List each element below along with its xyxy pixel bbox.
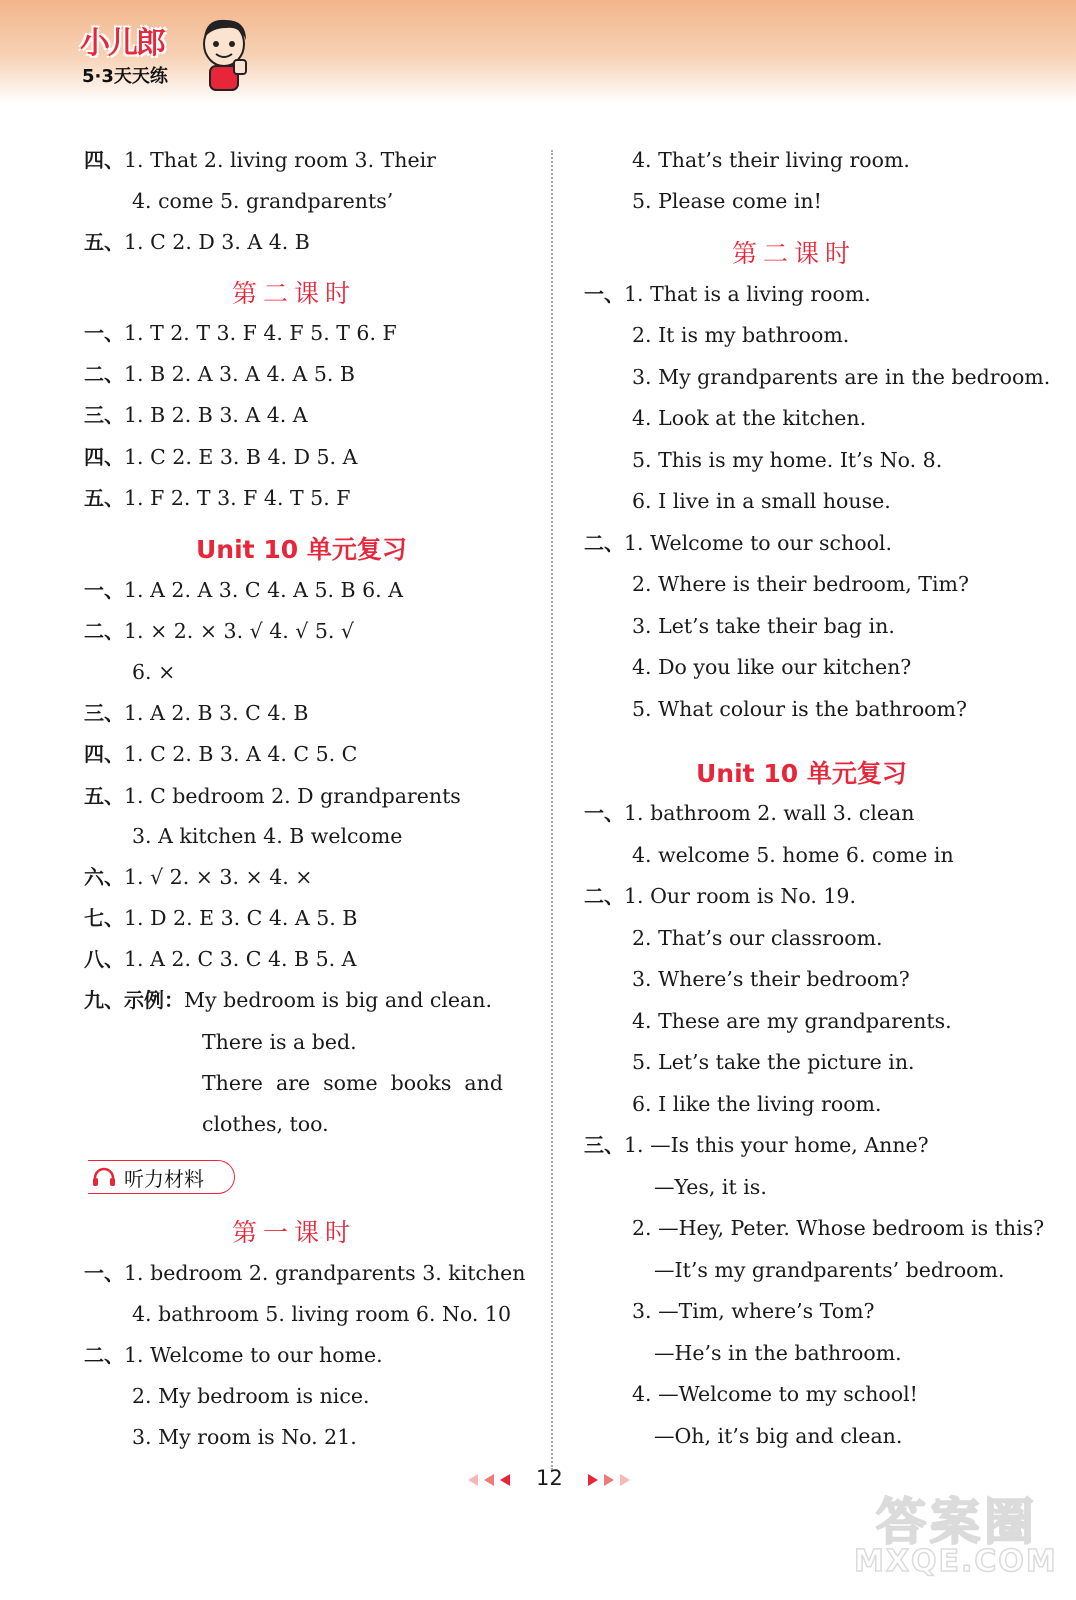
answer-line: 四、1. C 2. E 3. B 4. D 5. A <box>84 445 358 469</box>
watermark-title: 答案圈 <box>876 1493 1038 1551</box>
answer-line: 六、1. √ 2. × 3. × 4. × <box>84 865 313 889</box>
answer-line: 5. This is my home. It’s No. 8. <box>632 448 943 472</box>
unit-heading: Unit 10 单元复习 <box>696 759 907 788</box>
answer-line: 一、1. bathroom 2. wall 3. clean <box>584 801 915 825</box>
brand-name: 小儿郎 <box>80 26 164 61</box>
answer-line: 5. Let’s take the picture in. <box>632 1050 915 1074</box>
answer-line: 4. These are my grandparents. <box>632 1009 952 1033</box>
answer-line: 4. bathroom 5. living room 6. No. 10 <box>132 1302 512 1326</box>
answer-line: 一、1. T 2. T 3. F 4. F 5. T 6. F <box>84 321 397 345</box>
watermark-url: MXQE.COM <box>854 1544 1058 1579</box>
answer-line: 二、1. Our room is No. 19. <box>584 884 856 908</box>
answer-line: —Oh, it’s big and clean. <box>654 1424 903 1448</box>
answer-line: 2. It is my bathroom. <box>632 323 850 347</box>
answer-line: There is a bed. <box>202 1030 357 1054</box>
answer-line: 3. Let’s take their bag in. <box>632 614 895 638</box>
column-divider <box>551 150 553 1470</box>
headphone-icon <box>92 1167 116 1187</box>
answer-line: 3. My grandparents are in the bedroom. <box>632 365 1051 389</box>
section-heading: 第二课时 <box>732 239 857 268</box>
answer-line: 3. —Tim, where’s Tom? <box>632 1299 875 1323</box>
answer-line: clothes, too. <box>202 1112 329 1136</box>
answer-line: 4. come 5. grandparents’ <box>132 189 394 213</box>
page-number: 12 <box>536 1466 563 1490</box>
answer-line: 九、示例：My bedroom is big and clean. <box>84 988 492 1012</box>
answer-line: 5. Please come in! <box>632 189 822 213</box>
listening-material-tag <box>88 1160 235 1194</box>
watermark <box>840 1482 1060 1592</box>
answer-line: 五、1. F 2. T 3. F 4. T 5. F <box>84 486 351 510</box>
answer-line: 2. My bedroom is nice. <box>132 1384 370 1408</box>
answer-line: 6. I live in a small house. <box>632 489 891 513</box>
answer-line: 三、1. A 2. B 3. C 4. B <box>84 701 309 725</box>
answer-line: 八、1. A 2. C 3. C 4. B 5. A <box>84 947 357 971</box>
mascot-icon <box>196 14 256 94</box>
answer-line: 七、1. D 2. E 3. C 4. A 5. B <box>84 906 358 930</box>
answer-line: 一、1. bedroom 2. grandparents 3. kitchen <box>84 1261 526 1285</box>
answer-line: 一、1. A 2. A 3. C 4. A 5. B 6. A <box>84 578 404 602</box>
answer-line: 6. I like the living room. <box>632 1092 882 1116</box>
answer-line: 二、1. × 2. × 3. √ 4. √ 5. √ <box>84 619 354 643</box>
answer-line: 三、1. B 2. B 3. A 4. A <box>84 403 308 427</box>
answer-line: 3. Where’s their bedroom? <box>632 967 910 991</box>
answer-line: 3. My room is No. 21. <box>132 1425 357 1449</box>
answer-line: 4. —Welcome to my school! <box>632 1382 918 1406</box>
answer-line: 2. —Hey, Peter. Whose bedroom is this? <box>632 1216 1045 1240</box>
listening-material-label: 听力材料 <box>124 1167 204 1191</box>
answer-line: 4. welcome 5. home 6. come in <box>632 843 954 867</box>
answer-line: —Yes, it is. <box>654 1175 767 1199</box>
answer-line: 三、1. —Is this your home, Anne? <box>584 1133 929 1157</box>
answer-line: 五、1. C 2. D 3. A 4. B <box>84 230 310 254</box>
answer-line: 二、1. Welcome to our home. <box>84 1343 383 1367</box>
section-heading: 第一课时 <box>232 1218 357 1247</box>
brand-logo <box>78 14 258 94</box>
next-arrows-icon <box>582 1472 632 1488</box>
previous-arrows-icon <box>466 1472 516 1488</box>
answer-line: 4. Look at the kitchen. <box>632 406 867 430</box>
answer-line: 四、1. That 2. living room 3. Their <box>84 148 436 172</box>
brand-subtitle: 5·3天天练 <box>82 66 168 87</box>
answer-line: 3. A kitchen 4. B welcome <box>132 824 403 848</box>
answer-line: There are some books and <box>202 1071 503 1095</box>
unit-heading: Unit 10 单元复习 <box>196 535 407 564</box>
answer-line: 4. Do you like our kitchen? <box>632 655 912 679</box>
answer-line: 2. Where is their bedroom, Tim? <box>632 572 969 596</box>
answer-line: —He’s in the bathroom. <box>654 1341 902 1365</box>
answer-line: 四、1. C 2. B 3. A 4. C 5. C <box>84 742 358 766</box>
answer-line: 2. That’s our classroom. <box>632 926 883 950</box>
answer-line: 6. × <box>132 660 176 684</box>
answer-line: 二、1. Welcome to our school. <box>584 531 892 555</box>
answer-line: 4. That’s their living room. <box>632 148 910 172</box>
answer-line: 5. What colour is the bathroom? <box>632 697 967 721</box>
answer-line: 二、1. B 2. A 3. A 4. A 5. B <box>84 362 355 386</box>
section-heading: 第二课时 <box>232 279 357 308</box>
answer-line: 五、1. C bedroom 2. D grandparents <box>84 784 461 808</box>
answer-line: 一、1. That is a living room. <box>584 282 871 306</box>
answer-line: —It’s my grandparents’ bedroom. <box>654 1258 1005 1282</box>
